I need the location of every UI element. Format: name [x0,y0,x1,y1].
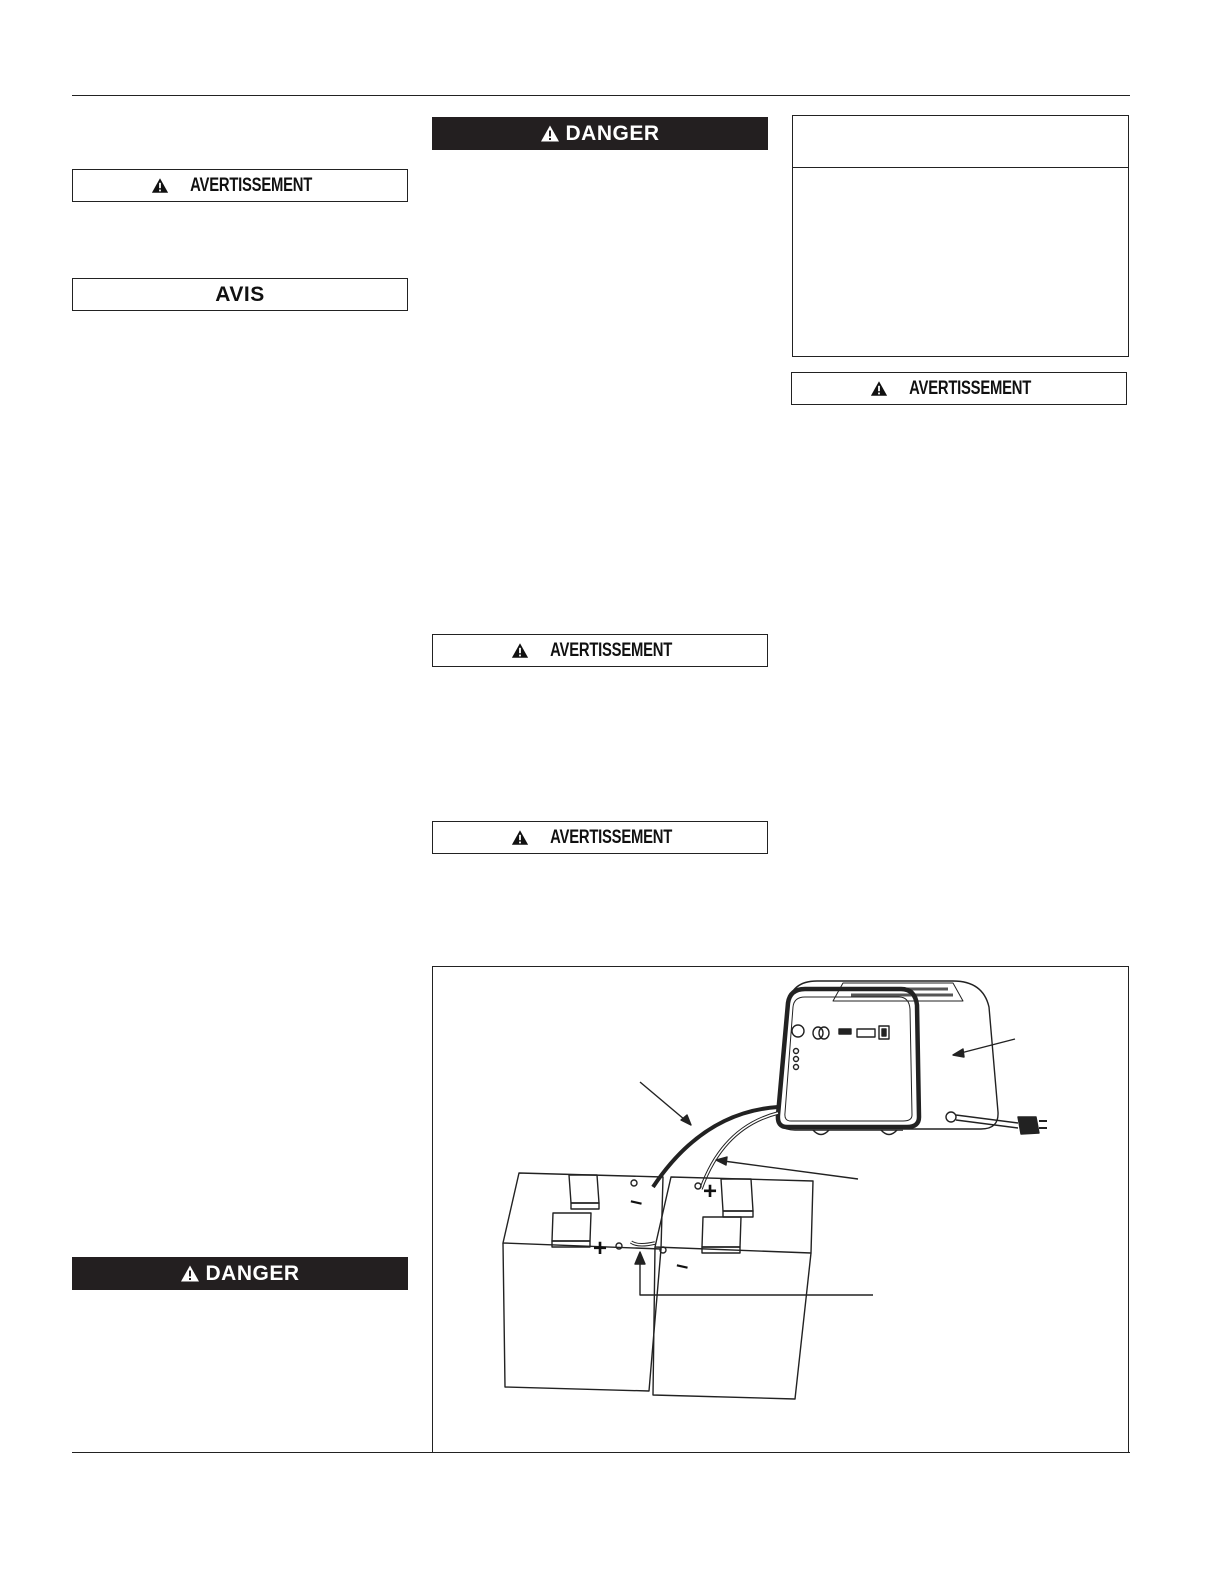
warning-label-mid-1 [432,634,768,667]
battery-right-positive-terminal: + [703,1178,718,1205]
info-table-divider [793,167,1128,168]
warning-triangle-icon [870,380,888,397]
battery-right-negative-terminal: – [673,1251,692,1279]
battery-left-negative-terminal: – [627,1187,646,1215]
danger-label-mid [432,117,768,150]
warning-label-mid-2-text: AVERTISSEMENT [550,826,672,848]
warning-label-left [72,169,408,202]
battery-charger-figure [432,966,1129,1453]
battery-right [653,1177,813,1399]
battery-left-positive-terminal: + [593,1235,608,1262]
warning-label-right-text: AVERTISSEMENT [909,377,1031,399]
info-table-box [792,115,1129,357]
danger-label-mid-text: DANGER [565,121,660,145]
notice-label-left [72,278,408,311]
warning-triangle-icon [511,642,529,659]
warning-triangle-icon [151,177,169,194]
warning-triangle-icon [180,1264,200,1283]
warning-label-mid-2 [432,821,768,854]
notice-label-left-text: AVIS [215,282,265,306]
warning-label-right [791,372,1127,405]
danger-label-left-text: DANGER [205,1261,300,1285]
warning-label-mid-1-text: AVERTISSEMENT [550,639,672,661]
header-rule [72,95,1130,96]
warning-triangle-icon [511,829,529,846]
warning-label-left-text: AVERTISSEMENT [190,174,312,196]
charger-unit [778,981,1047,1135]
warning-triangle-icon [540,124,560,143]
battery-charger-illustration [433,967,1130,1454]
footer-rule [72,1452,1130,1453]
danger-label-left [72,1257,408,1290]
